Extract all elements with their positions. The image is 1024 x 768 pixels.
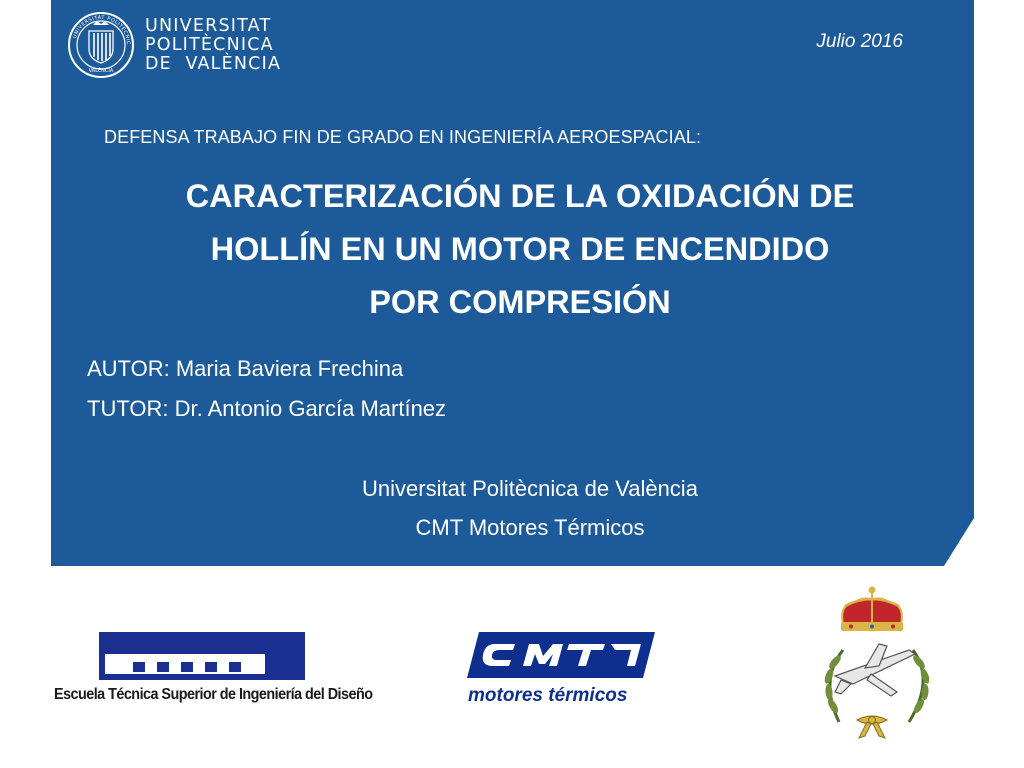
svg-text:UNIVERSITAT POLITÈCNICA: UNIVERSITAT POLITÈCNIC: [71, 14, 132, 46]
author-line: AUTOR: Maria Baviera Frechina: [87, 356, 404, 381]
upv-wordmark-line: DE VALÈNCIA: [145, 53, 282, 74]
aeronautical-crest-icon: [805, 584, 940, 744]
cmt-wordmark-icon: [465, 630, 660, 682]
etsid-name: Escuela Técnica Superior de Ingeniería del Diseño: [54, 686, 373, 703]
slide-title: [80, 170, 960, 329]
cmt-tagline: motores térmicos: [468, 685, 628, 706]
upv-wordmark-line: UNIVERSITAT: [145, 15, 272, 36]
institution-university: Universitat Politècnica de València: [362, 476, 698, 501]
title-line: CARACTERIZACIÓN DE LA OXIDACIÓN DE: [185, 178, 855, 214]
title-line: HOLLÍN EN UN MOTOR DE ENCENDIDO: [210, 231, 830, 267]
etsid-building-icon: [99, 632, 359, 680]
presentation-date: Julio 2016: [816, 31, 903, 52]
title-line: POR COMPRESIÓN: [369, 284, 671, 320]
institution-cmt: CMT Motores Térmicos: [415, 515, 645, 540]
etsid-logo: [54, 632, 373, 712]
svg-text:VALÈNCIA: VALÈNCIA: [88, 68, 114, 74]
slide-subtitle: DEFENSA TRABAJO FIN DE GRADO EN INGENIERÍA AEROESPACIAL:: [104, 127, 702, 147]
cmt-logo: [465, 630, 660, 710]
upv-seal-icon: [67, 11, 135, 79]
upv-wordmark-line: POLITÈCNICA: [145, 34, 274, 55]
tutor-line: TUTOR: Dr. Antonio García Martínez: [87, 396, 447, 421]
upv-wordmark: [145, 17, 281, 74]
upv-logo: [67, 10, 282, 80]
